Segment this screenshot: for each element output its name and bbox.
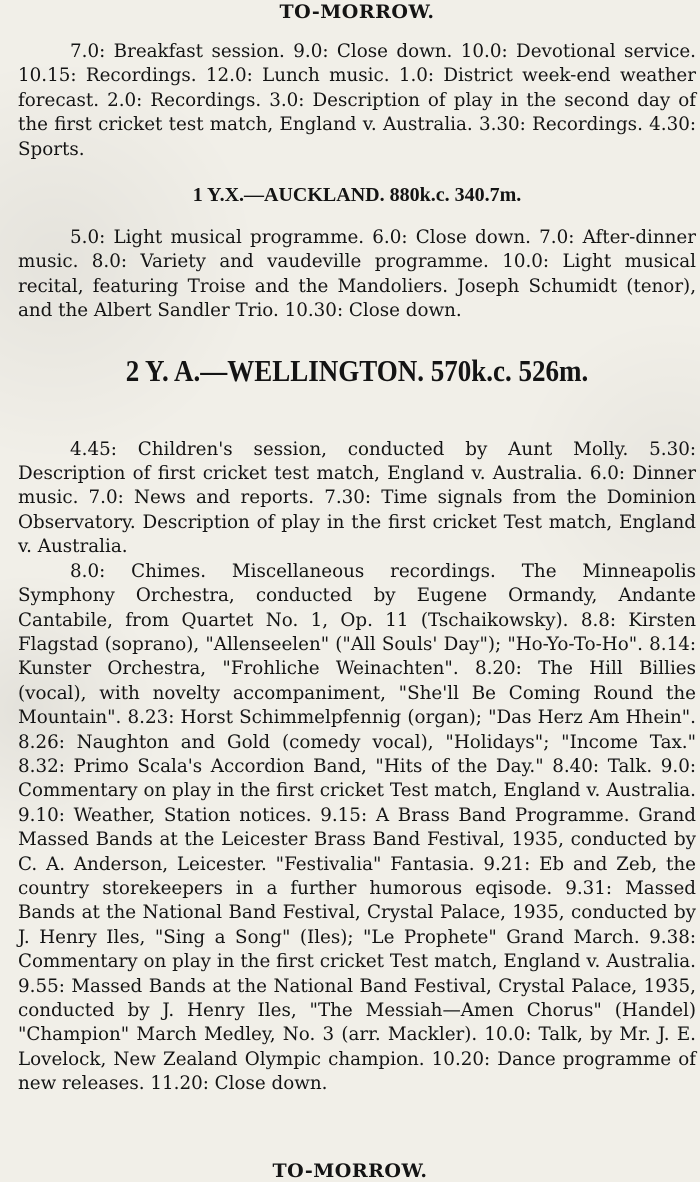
top-heading: TO-MORROW. (279, 1, 435, 23)
radio-programme-column (18, 0, 696, 1097)
auckland-station-heading: 1 Y.X.—AUCKLAND. 880k.c. 340.7m. (192, 184, 522, 207)
first-station-programme: 7.0: Breakfast session. 9.0: Close down. 10.0: Devotional service. 10.15: Recordings. 12.0: Lunch music. 1.0: District week-end weather forecast. 2.0: Recordings. 3.0: Description of play in the second day of the first cricket test match, England v. Australia. 3.30: Recordings. 4.30: Sports. (18, 41, 696, 160)
wellington-station-heading: 2 Y. A.—WELLINGTON. 570k.c. 526m. (125, 353, 589, 388)
auckland-programme: 5.0: Light musical programme. 6.0: Close down. 7.0: After-dinner music. 8.0: Variety and vaudeville programme. 10.0: Light musical recital, featuring Troise and the Mandoliers. Joseph Schumidt (tenor), and the Albert Sandler Trio. 10.30: Close down. (18, 227, 696, 322)
wellington-programme-night: 8.0: Chimes. Miscellaneous recordings. The Minneapolis Symphony Orchestra, conducted by Eugene Ormandy, Andante Cantabile, from Quartet No. 1, Op. 11 (Tschaikowsky). 8.8: Kirsten Flagstad (soprano), "Allenseelen" ("All Souls' Day"); "Ho-Yo-To-Ho". 8.14: Kunster Orchestra, "Frohliche Weinachten". 8.20: The Hill Billies (vocal), with novelty accompaniment, "She'll Be Coming Round the Mountain". 8.23: Horst Schimmelpfennig (organ); "Das Herz Am Hhein". 8.26: Naughton and Gold (comedy vocal), "Holidays"; "Income Tax." 8.32: Primo Scala's Accordion Band, "Hits of the Day." 8.40: Talk. 9.0: Commentary on play in the first cricket Test match, England v. Australia. 9.10: Weather, Station notices. 9.15: A Brass Band Programme. Grand Massed Bands at the Leicester Brass Band Festival, 1935, conducted by C. A. Anderson, Leicester. "Festivalia" Fantasia. 9.21: Eb and Zeb, the country storekeepers in a further humorous eqisode. 9.31: Massed Bands at the National Band Festival, Crystal Palace, 1935, conducted by J. Henry Iles, "Sing a Song" (Iles); "Le Prophete" Grand March. 9.38: Commentary on play in the first cricket Test match, England v. Australia. 9.55: Massed Bands at the National Band Festival, Crystal Palace, 1935, conducted by J. Henry Iles, "The Messiah—Amen Chorus" (Handel) "Champion" March Medley, No. 3 (arr. Mackler). 10.0: Talk, by Mr. J. E. Lovelock, New Zealand Olympic champion. 10.20: Dance programme of new releases. 11.20: Close down. (18, 560, 696, 1095)
wellington-programme-evening: 4.45: Children's session, conducted by Aunt Molly. 5.30: Description of first cricket test match, England v. Australia. 6.0: Dinner music. 7.0: News and reports. 7.30: Time signals from the Dominion Observatory. Description of play in the first cricket Test match, England v. Australia. (18, 438, 696, 558)
bottom-heading: TO-MORROW. (272, 1160, 428, 1182)
